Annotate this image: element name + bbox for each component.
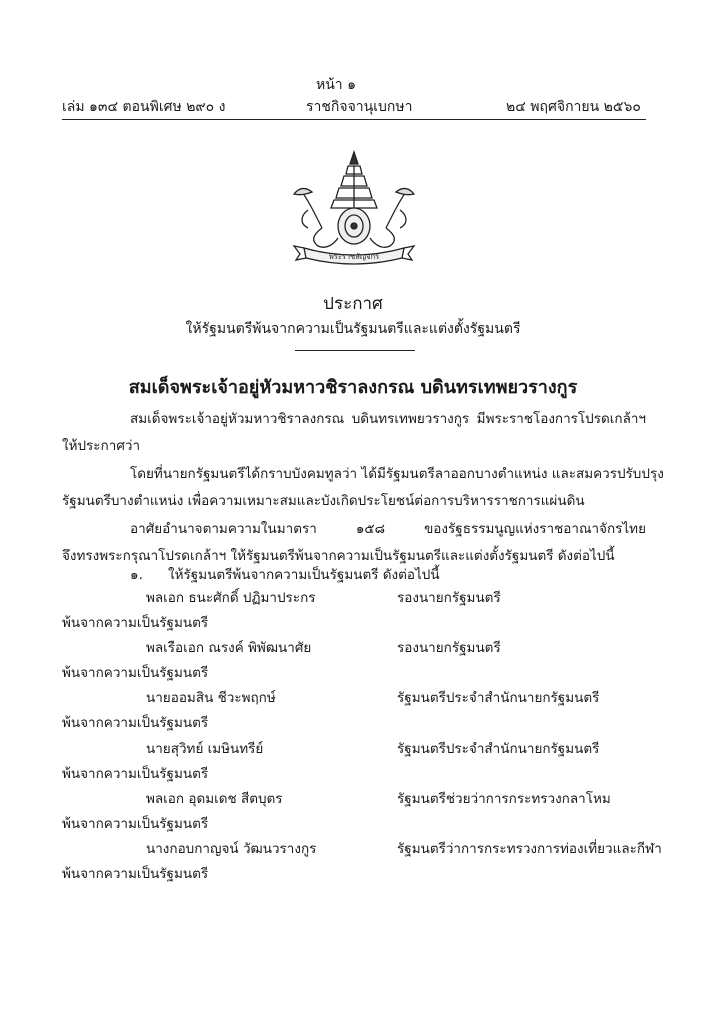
king-name: สมเด็จพระเจ้าอยู่หัวมหาวชิราลงกรณ บดินทรเทพยวรางกูร	[128, 377, 578, 398]
minister-name: นายสุวิทย์ เมษินทรีย์	[146, 741, 264, 757]
minister-status: พ้นจากความเป็นรัฐมนตรี	[62, 665, 209, 681]
minister-position: รัฐมนตรีประจำสำนักนายกรัฐมนตรี	[397, 741, 600, 757]
minister-status: พ้นจากความเป็นรัฐมนตรี	[62, 615, 209, 631]
paragraph-3-line-2: จึงทรงพระกรุณาโปรดเกล้าฯ ให้รัฐมนตรีพ้นจากความเป็นรัฐมนตรีและแต่งตั้งรัฐมนตรี ดังต่อไปนี้	[62, 548, 615, 564]
minister-name: พลเอก ธนะศักดิ์ ปฏิมาประกร	[146, 590, 316, 606]
minister-position: รองนายกรัฐมนตรี	[397, 640, 501, 656]
header-divider	[62, 119, 646, 120]
paragraph-1-line-2: ให้ประกาศว่า	[62, 438, 141, 454]
publication-date: ๒๔ พฤศจิกายน ๒๕๖๐	[506, 99, 641, 115]
paragraph-1-line-1: สมเด็จพระเจ้าอยู่หัวมหาวชิราลงกรณ บดินทรเทพยวรางกูร มีพระราชโองการโปรดเกล้าฯ	[130, 411, 646, 427]
minister-position: รัฐมนตรีว่าการกระทรวงการท่องเที่ยวและกีฬา	[397, 841, 662, 857]
minister-status: พ้นจากความเป็นรัฐมนตรี	[62, 715, 209, 731]
paragraph-2-line-1: โดยที่นายกรัฐมนตรีได้กราบบังคมทูลว่า ได้มีรัฐมนตรีลาออกบางตำแหน่ง และสมควรปรับปรุง	[130, 466, 664, 482]
minister-position: รัฐมนตรีช่วยว่าการกระทรวงกลาโหม	[397, 791, 611, 807]
gazette-name: ราชกิจจานุเบกษา	[306, 99, 413, 115]
document-title: ประกาศ	[323, 294, 383, 314]
section-1-heading: ให้รัฐมนตรีพ้นจากความเป็นรัฐมนตรี ดังต่อไปนี้	[168, 567, 440, 583]
page-number: หน้า ๑	[316, 77, 356, 93]
minister-name: พลเอก อุดมเดช สีตบุตร	[146, 791, 283, 807]
minister-position: รัฐมนตรีประจำสำนักนายกรัฐมนตรี	[397, 690, 600, 706]
section-1-number: ๑.	[130, 567, 143, 583]
minister-status: พ้นจากความเป็นรัฐมนตรี	[62, 866, 209, 882]
paragraph-3-line-1: อาศัยอำนาจตามความในมาตรา ๑๕๘ ของรัฐธรรมนูญแห่งราชอาณาจักรไทย	[130, 521, 646, 537]
royal-emblem-icon	[284, 150, 424, 268]
emblem-ribbon-text: พระราชลัญจกร	[328, 252, 380, 261]
minister-status: พ้นจากความเป็นรัฐมนตรี	[62, 766, 209, 782]
document-subtitle: ให้รัฐมนตรีพ้นจากความเป็นรัฐมนตรีและแต่งตั้งรัฐมนตรี	[185, 321, 521, 337]
title-divider	[295, 350, 415, 351]
paragraph-2-line-2: รัฐมนตรีบางตำแหน่ง เพื่อความเหมาะสมและบังเกิดประโยชน์ต่อการบริหารราชการแผ่นดิน	[62, 493, 585, 509]
minister-name: นางกอบกาญจน์ วัฒนวรางกูร	[146, 841, 317, 857]
minister-name: พลเรือเอก ณรงค์ พิพัฒนาศัย	[146, 640, 312, 656]
volume-info: เล่ม ๑๓๔ ตอนพิเศษ ๒๙๐ ง	[62, 99, 226, 115]
minister-status: พ้นจากความเป็นรัฐมนตรี	[62, 816, 209, 832]
minister-name: นายออมสิน ชีวะพฤกษ์	[146, 690, 276, 706]
minister-position: รองนายกรัฐมนตรี	[397, 590, 501, 606]
